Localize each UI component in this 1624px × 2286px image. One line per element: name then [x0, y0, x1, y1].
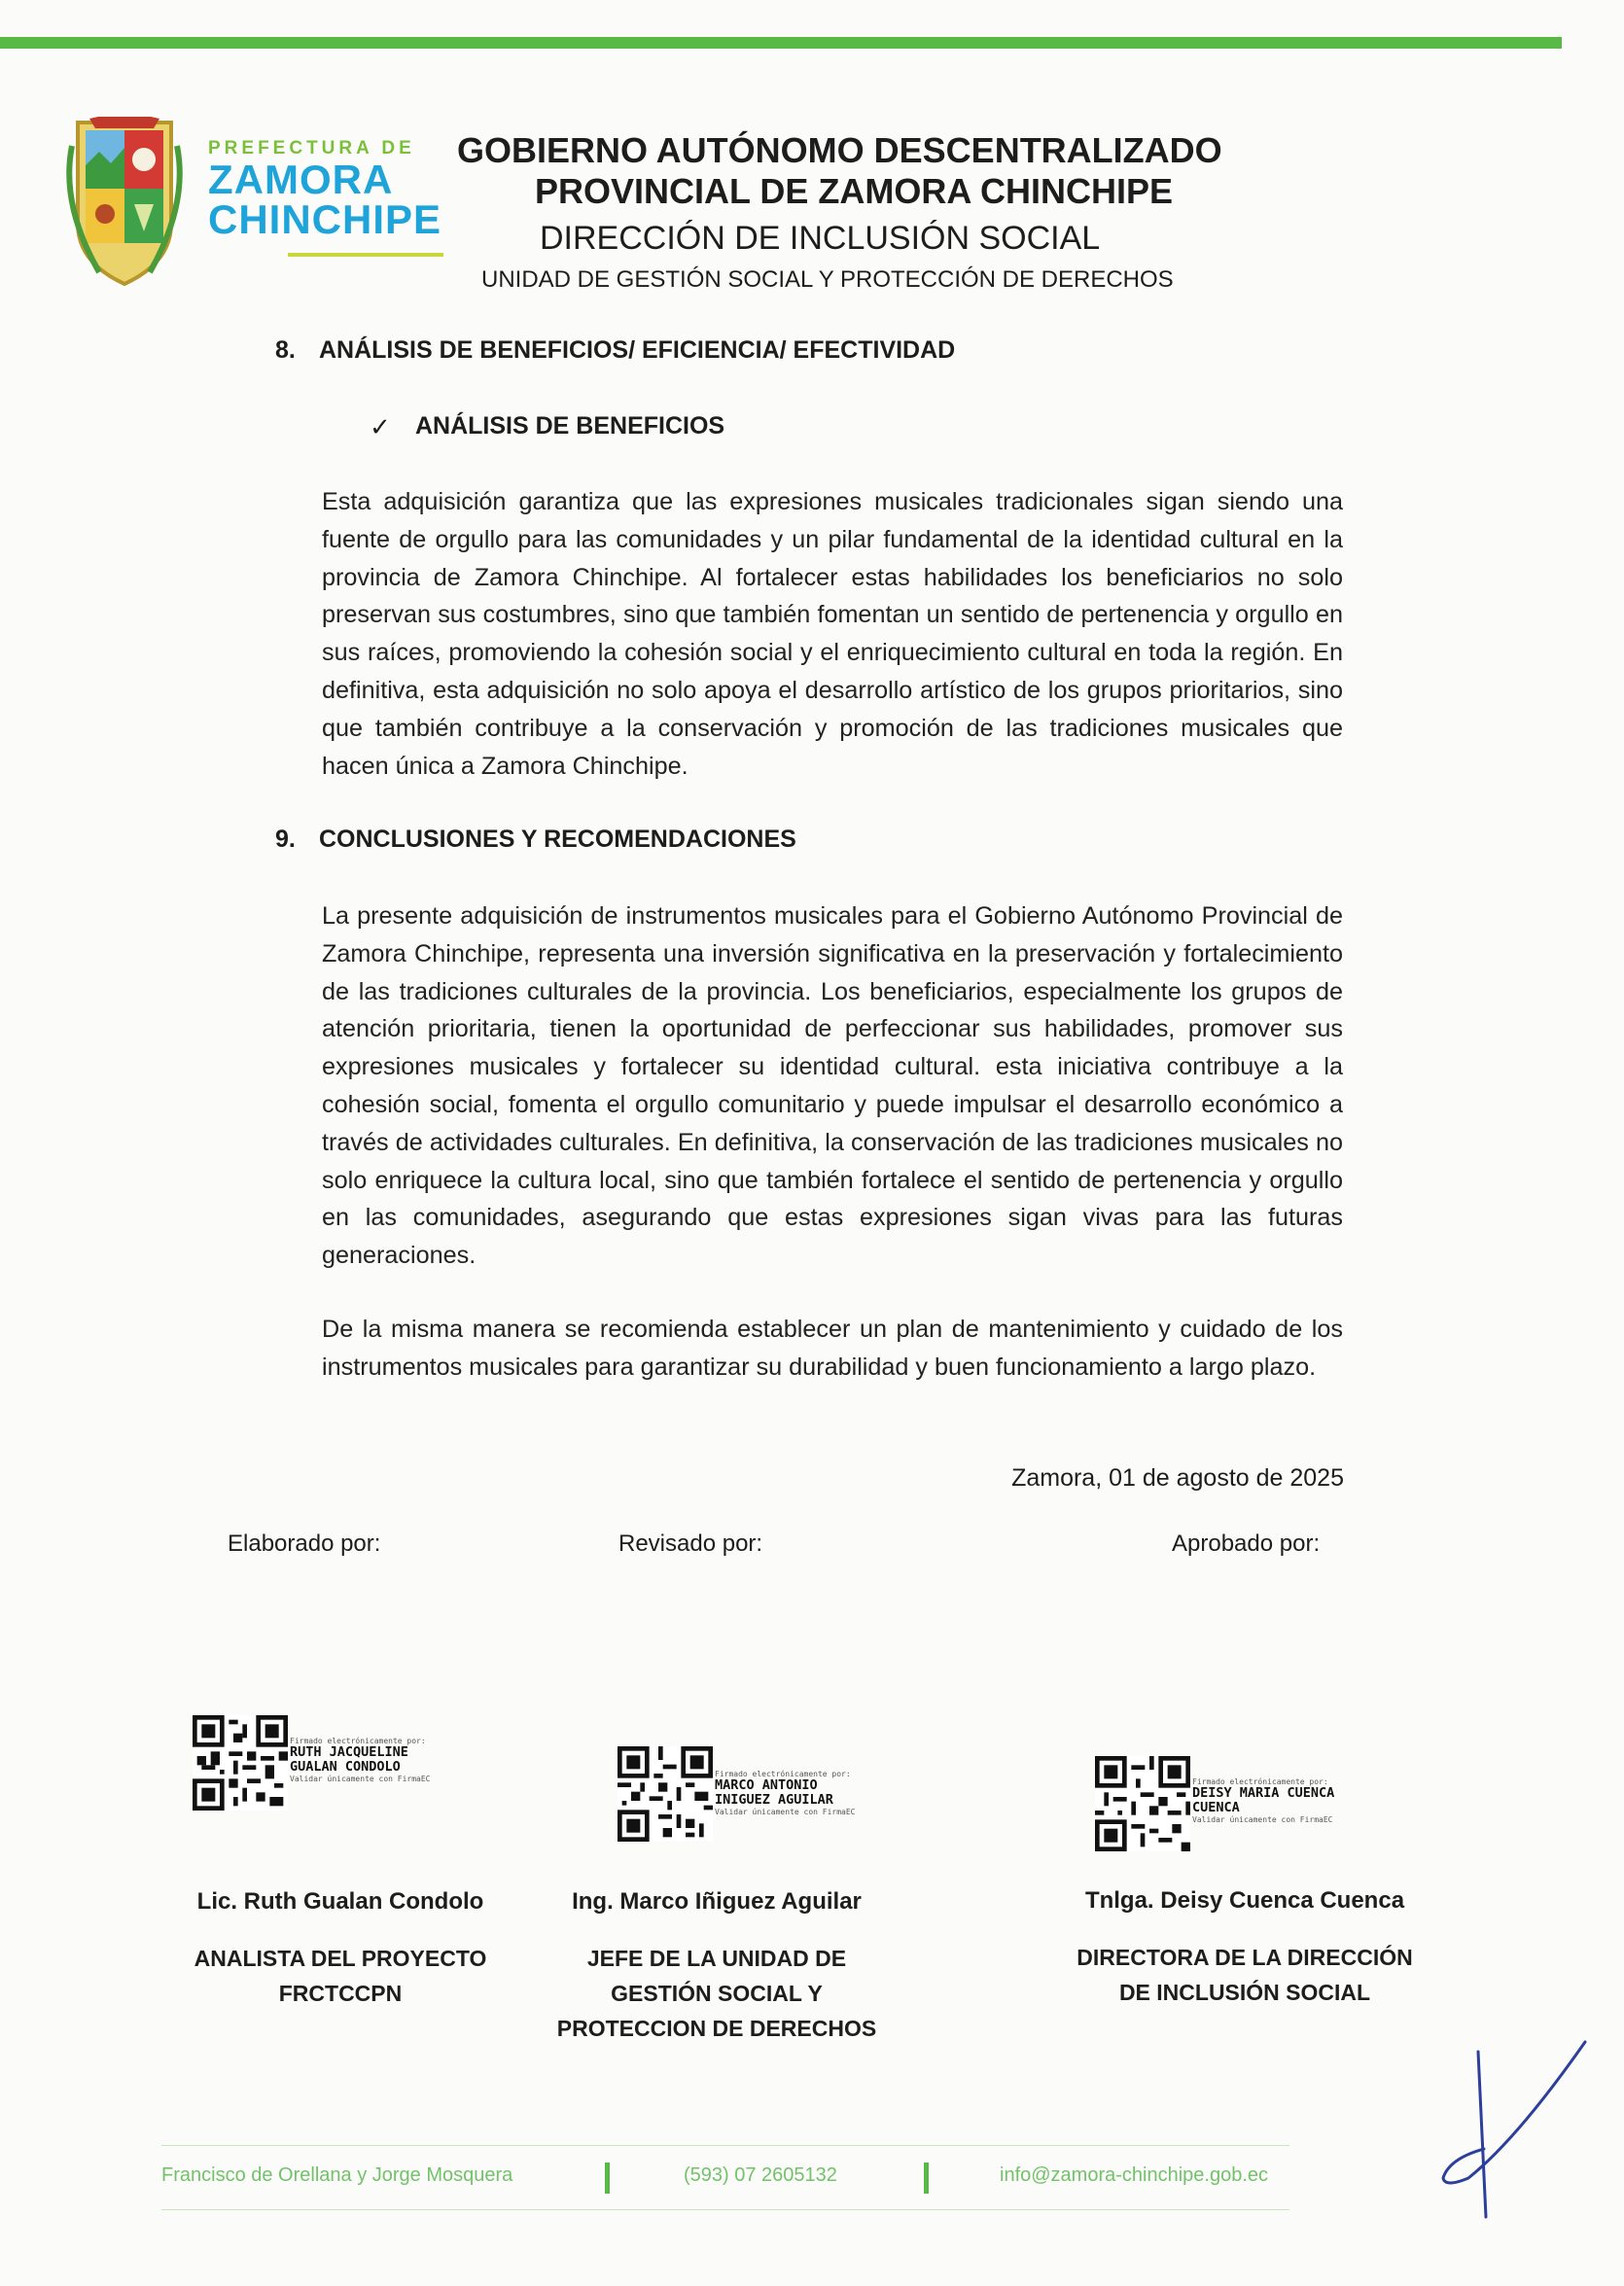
handwritten-signature-mark: [1430, 2032, 1605, 2227]
brand-wordmark: [208, 138, 443, 257]
role-line: DE INCLUSIÓN SOCIAL: [1118, 1980, 1371, 2005]
signer-role-1: [146, 1941, 535, 2011]
footer-separator: [605, 2163, 610, 2194]
role-line: ANALISTA DEL PROYECTO: [194, 1946, 487, 1971]
header-title-line2: PROVINCIAL DE ZAMORA CHINCHIPE: [535, 171, 1174, 211]
role-line: JEFE DE LA UNIDAD DE: [586, 1946, 847, 1971]
brand-prefix: PREFECTURA DE: [208, 138, 415, 158]
document-date: Zamora, 01 de agosto de 2025: [1011, 1464, 1344, 1492]
footer-email[interactable]: info@zamora-chinchipe.gob.ec: [1000, 2164, 1269, 2186]
elaborado-label: Elaborado por:: [228, 1530, 381, 1557]
qr-code-icon: [618, 1746, 713, 1842]
section-9-heading: [275, 826, 796, 854]
stamp-validate: Validar únicamente con FirmaEC: [290, 1775, 431, 1783]
footer-address: Francisco de Orellana y Jorge Mosquera: [161, 2164, 513, 2186]
stamp-name-line2: GUALAN CONDOLO: [290, 1759, 401, 1775]
stamp-name-line1: MARCO ANTONIO: [715, 1777, 818, 1793]
section-8-title: ANÁLISIS DE BENEFICIOS/ EFICIENCIA/ EFECTIVIDAD: [319, 336, 956, 364]
header-title-line1: GOBIERNO AUTÓNOMO DESCENTRALIZADO: [457, 130, 1222, 170]
top-accent-bar: [0, 37, 1562, 49]
electronic-signature-stamp-3: [1095, 1756, 1387, 1853]
section-9-number: 9.: [275, 826, 296, 853]
stamp-name-line1: RUTH JACQUELINE: [290, 1744, 408, 1760]
footer-phone: (593) 07 2605132: [684, 2164, 837, 2186]
brand-name-line2: CHINCHIPE: [208, 196, 442, 242]
stamp-name-line1: DEISY MARIA CUENCA: [1192, 1785, 1335, 1801]
section-9-title: CONCLUSIONES Y RECOMENDACIONES: [319, 826, 796, 853]
footer-top-rule: [161, 2145, 1289, 2146]
footer-bottom-rule: [161, 2209, 1289, 2210]
signature-stamp-text: [715, 1770, 856, 1816]
header-unit: UNIDAD DE GESTIÓN SOCIAL Y PROTECCIÓN DE DERECHOS: [481, 266, 1174, 293]
revisado-label: Revisado por:: [618, 1530, 763, 1557]
signer-name-3: Tnlga. Deisy Cuenca Cuenca: [1084, 1887, 1405, 1914]
header-direction: DIRECCIÓN DE INCLUSIÓN SOCIAL: [540, 220, 1101, 257]
signer-role-3: [1050, 1940, 1439, 2010]
stamp-caption: Firmado electrónicamente por:: [290, 1737, 426, 1745]
signature-stamp-text: [290, 1737, 431, 1783]
brand-underline: [288, 253, 443, 257]
signer-role-2: [522, 1941, 911, 2046]
check-icon: ✓: [370, 412, 391, 441]
role-line: GESTIÓN SOCIAL Y: [611, 1981, 823, 2006]
provincial-crest-logo: [60, 117, 189, 292]
stamp-name-line2: INIGUEZ AGUILAR: [715, 1792, 833, 1808]
section-9-paragraph-1: La presente adquisición de instrumentos musicales para el Gobierno Autónomo Provincial de Zamora Chinchipe, representa una inversión significativa en la preservación y fortalecimiento de las tradiciones culturales de la provincia. Los beneficiarios, especialmente los grupos de atención prioritaria, tienen la oportunidad de perfeccionar sus habilidades, promover sus expresiones musicales y fortalecer su identidad cultural. esta iniciativa contribuye a la cohesión social, fomenta el orgullo comunitario y puede impulsar el desarrollo económico a través de actividades culturales. En definitiva, la conservación de las tradiciones musicales no solo enriquece la cultura local, sino que también fortalece el sentido de pertenencia y orgullo en las comunidades, asegurando que estas expresiones sigan vivas para las futuras generaciones.: [322, 902, 1343, 1270]
section-8-number: 8.: [275, 336, 296, 364]
stamp-name-line2: CUENCA: [1192, 1800, 1240, 1815]
signature-stamp-text: [1192, 1777, 1334, 1824]
stamp-caption: Firmado electrónicamente por:: [1192, 1777, 1328, 1786]
signer-name-2: Ing. Marco Iñiguez Aguilar: [572, 1888, 862, 1915]
signer-name-1: Lic. Ruth Gualan Condolo: [196, 1888, 484, 1915]
role-line: PROTECCION DE DERECHOS: [556, 2016, 877, 2041]
brand-name-line1: ZAMORA: [208, 157, 394, 202]
role-line: DIRECTORA DE LA DIRECCIÓN: [1077, 1945, 1413, 1970]
role-line: FRCTCCPN: [278, 1981, 403, 2006]
qr-code-icon: [193, 1715, 288, 1811]
electronic-signature-stamp-1: [193, 1715, 484, 1812]
footer-separator: [924, 2163, 929, 2194]
aprobado-label: Aprobado por:: [1172, 1530, 1321, 1557]
section-8-paragraph: Esta adquisición garantiza que las expresiones musicales tradicionales sigan siendo una fuente de orgullo para las comunidades y un pilar fundamental de la identidad cultural en la provincia de Zamora Chinchipe. Al fortalecer estas habilidades los beneficiarios no solo preservan sus costumbres, sino que también fomentan un sentido de pertenencia y orgullo en sus raíces, promoviendo la cohesión social y el enriquecimiento cultural en toda la región. En definitiva, esta adquisición no solo apoya el desarrollo artístico de los grupos prioritarios, sino que también contribuye a la conservación y promoción de las tradiciones musicales que hacen única a Zamora Chinchipe.: [322, 488, 1343, 780]
electronic-signature-stamp-2: [618, 1746, 909, 1844]
section-8-subtitle: ANÁLISIS DE BENEFICIOS: [415, 412, 725, 440]
qr-code-icon: [1095, 1756, 1190, 1851]
stamp-validate: Validar únicamente con FirmaEC: [715, 1808, 856, 1816]
section-8-heading: [275, 336, 955, 365]
stamp-caption: Firmado electrónicamente por:: [715, 1770, 851, 1778]
stamp-validate: Validar únicamente con FirmaEC: [1192, 1815, 1333, 1824]
section-9-paragraph-2: De la misma manera se recomienda establecer un plan de mantenimiento y cuidado de los instrumentos musicales para garantizar su durabilidad y buen funcionamiento a largo plazo.: [322, 1316, 1343, 1381]
